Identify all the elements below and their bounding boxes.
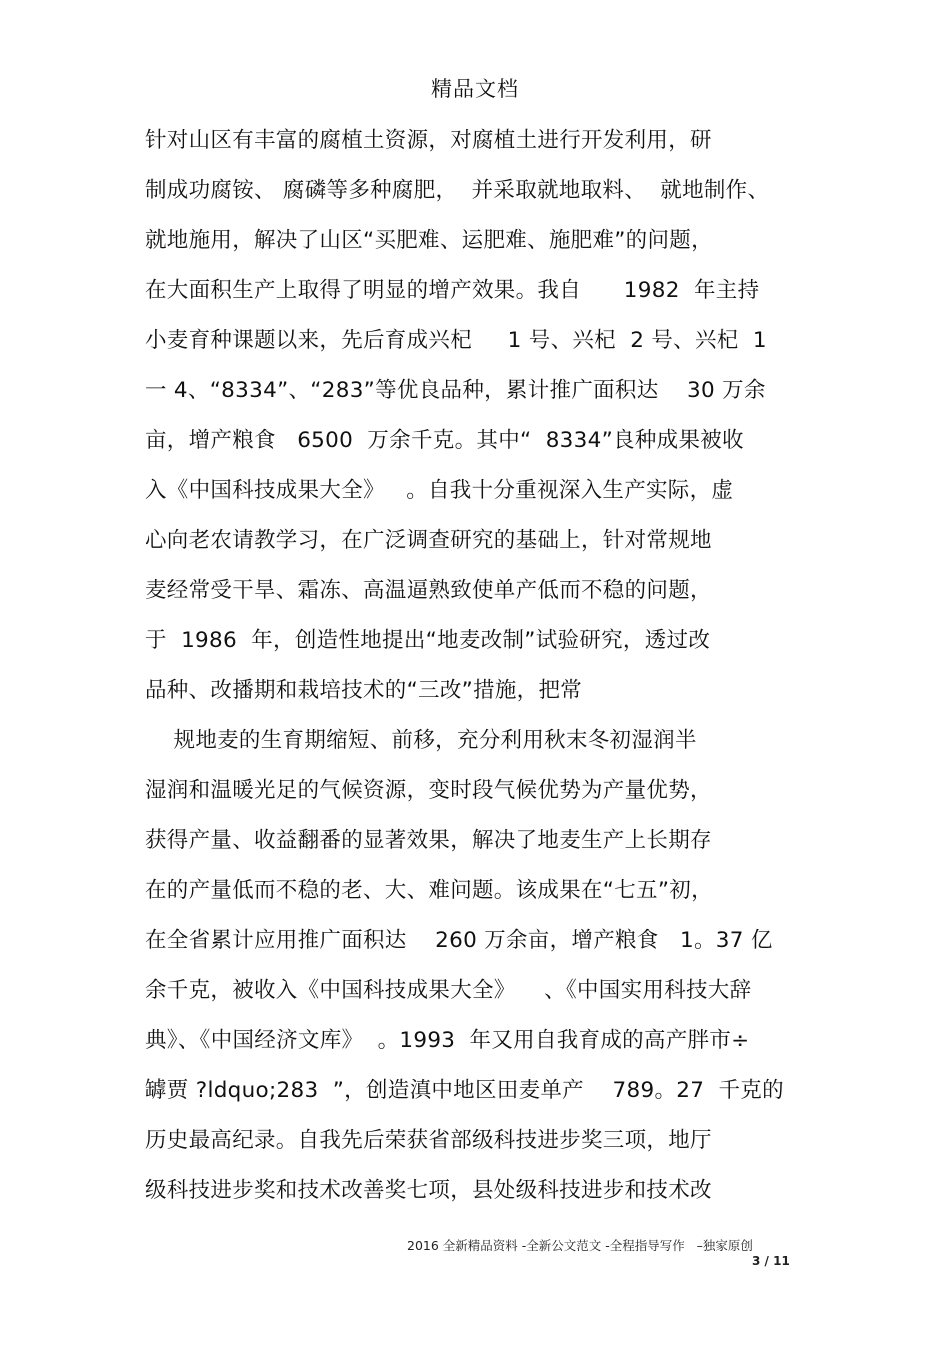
page-number: 3 / 11 bbox=[752, 1254, 790, 1268]
body-line: 就地施用，解决了山区“买肥难、运肥难、施肥难”的问题， bbox=[145, 228, 713, 253]
body-line: 规地麦的生育期缩短、前移，充分利用秋末冬初湿润半 bbox=[145, 728, 697, 753]
document-body bbox=[145, 127, 825, 1227]
body-line: 级科技进步奖和技术改善奖七项，县处级科技进步和技术改 bbox=[145, 1178, 712, 1203]
body-line: 制成功腐铵、 腐磷等多种腐肥， 并采取就地取料、 就地制作、 bbox=[145, 178, 770, 203]
body-line: 入《中国科技成果大全》 。自我十分重视深入生产实际，虚 bbox=[145, 478, 734, 503]
body-line: 一 4、“8334”、“283”等优良品种，累计推广面积达 30 万余 bbox=[145, 378, 766, 403]
body-line: 在全省累计应用推广面积达 260 万余亩，增产粮食 1。37 亿 bbox=[145, 928, 773, 953]
body-line: 典》、《中国经济文库》 。1993 年又用自我育成的高产胖市÷ bbox=[145, 1028, 750, 1053]
body-line: 余千克，被收入《中国科技成果大全》 、《中国实用科技大辞 bbox=[145, 978, 752, 1003]
page-header-title: 精品文档 bbox=[431, 77, 519, 101]
body-line: 品种、改播期和栽培技术的“三改”措施，把常 bbox=[145, 678, 583, 703]
body-line: 亩，增产粮食 6500 万余千克。其中“ 8334”良种成果被收 bbox=[145, 428, 744, 453]
body-line: 小麦育种课题以来，先后育成兴杞 1 号、兴杞 2 号、兴杞 1 bbox=[145, 328, 767, 353]
body-line: 在的产量低而不稳的老、大、难问题。该成果在“七五”初， bbox=[145, 878, 713, 903]
body-line: 历史最高纪录。自我先后荣获省部级科技进步奖三项，地厅 bbox=[145, 1128, 712, 1153]
body-line: 湿润和温暖光足的气候资源，变时段气候优势为产量优势， bbox=[145, 778, 712, 803]
body-line: 针对山区有丰富的腐植土资源，对腐植土进行开发利用，研 bbox=[145, 128, 712, 153]
body-line: 罅贾 ?ldquo;283 ”，创造滇中地区田麦单产 789。27 千克的 bbox=[145, 1078, 784, 1103]
body-line: 在大面积生产上取得了明显的增产效果。我自 1982 年主持 bbox=[145, 278, 760, 303]
body-line: 麦经常受干旱、霜冻、高温逼熟致使单产低而不稳的问题， bbox=[145, 578, 712, 603]
body-line: 心向老农请教学习，在广泛调查研究的基础上，针对常规地 bbox=[145, 528, 712, 553]
body-line: 于 1986 年，创造性地提出“地麦改制”试验研究，透过改 bbox=[145, 628, 711, 653]
body-line: 获得产量、收益翻番的显著效果，解决了地麦生产上长期存 bbox=[145, 828, 712, 853]
footer-note: 2016 全新精品资料 -全新公文范文 -全程指导写作 –独家原创 bbox=[407, 1238, 753, 1253]
